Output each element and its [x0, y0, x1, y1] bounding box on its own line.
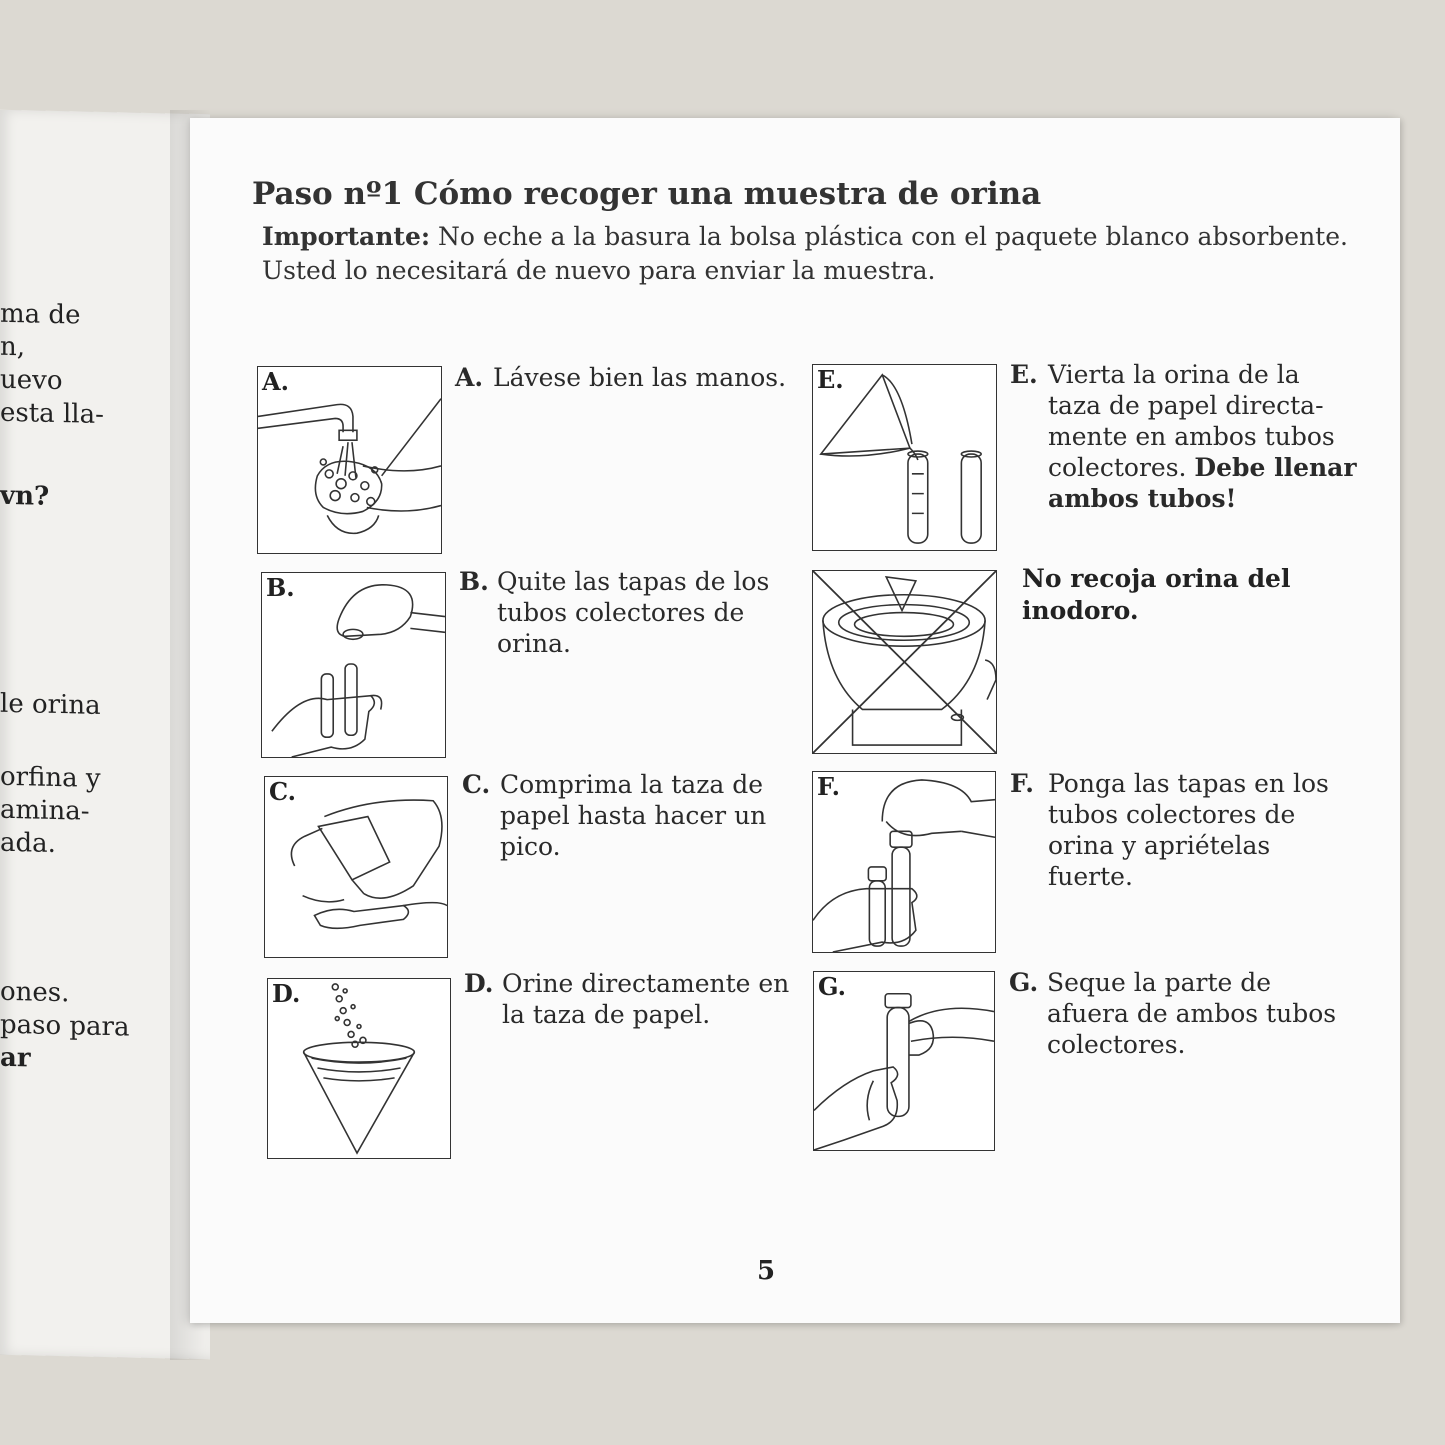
- panel-letter-e: E.: [816, 366, 847, 394]
- step-f-line-2: tubos colectores de: [1048, 800, 1296, 829]
- panel-f: [812, 771, 996, 953]
- step-d-line-1: Orine directamente en: [502, 969, 790, 998]
- step-letter-f: F.: [1010, 769, 1034, 798]
- step-a: [455, 362, 786, 393]
- step-text-f: [1010, 768, 1329, 892]
- step-f-line-1: Ponga las tapas en los: [1048, 769, 1329, 798]
- step-text-e: [1010, 359, 1357, 514]
- panel-letter-c: C.: [268, 778, 299, 806]
- panel-e: [812, 364, 997, 551]
- panel-no-toilet: [812, 570, 997, 754]
- left-page-line: le orina: [0, 688, 101, 721]
- left-page-line: ar: [0, 1042, 31, 1074]
- step-letter-b: B.: [459, 567, 489, 596]
- intro-text-1: No eche a la basura la bolsa plástica con el paquete blanco absorbente.: [438, 222, 1348, 251]
- step-f: [1010, 768, 1329, 892]
- step-b-line-2: tubos colectores de: [497, 598, 745, 627]
- left-page-line: uevo: [0, 364, 63, 397]
- step-b-line-1: Quite las tapas de los: [497, 567, 770, 596]
- page-number: 5: [757, 1256, 776, 1286]
- warning-line-1: No recoja orina del: [1022, 564, 1291, 593]
- step-g-line-2: afuera de ambos tubos: [1047, 999, 1337, 1028]
- intro-label: Importante:: [262, 222, 431, 251]
- step-text-b: [459, 566, 769, 659]
- step-letter-a: A.: [455, 363, 484, 392]
- page-title: Paso nº1 Cómo recoger una muestra de orina: [252, 176, 1042, 212]
- step-letter-e: E.: [1010, 360, 1038, 389]
- panel-letter-g: G.: [817, 973, 849, 1001]
- step-b: [459, 566, 769, 659]
- panel-b: [261, 572, 446, 758]
- step-e: [1010, 359, 1357, 514]
- step-letter-d: D.: [464, 969, 494, 998]
- step-letter-c: C.: [462, 770, 491, 799]
- step-text-a: [455, 362, 786, 393]
- step-e-line-3: mente en ambos tubos: [1048, 422, 1335, 451]
- step-f-line-4: fuerte.: [1048, 862, 1133, 891]
- step-c-line-1: Comprima la taza de: [500, 770, 764, 799]
- panel-letter-f: F.: [816, 773, 843, 801]
- step-e-line-4: [1048, 452, 1357, 483]
- step-d: [464, 968, 789, 1030]
- warning-no-toilet: [1022, 563, 1290, 627]
- step-e-line-5: ambos tubos!: [1048, 484, 1237, 513]
- step-e-line-4-plain: colectores.: [1048, 453, 1195, 482]
- step-text-g: [1009, 967, 1336, 1060]
- left-page-line: amina-: [0, 794, 90, 827]
- step-g-line-1: Seque la parte de: [1047, 968, 1272, 997]
- intro-line-2: Usted lo necesitará de nuevo para enviar la muestra.: [262, 256, 936, 285]
- panel-letter-d: D.: [271, 980, 303, 1008]
- step-f-line-3: orina y apriételas: [1048, 831, 1271, 860]
- panel-d: [267, 978, 451, 1159]
- left-page-line: n,: [0, 331, 26, 363]
- step-c-line-2: papel hasta hacer un: [500, 801, 767, 830]
- step-letter-g: G.: [1009, 968, 1039, 997]
- warning-line-2: inodoro.: [1022, 596, 1139, 625]
- left-page-line: ada.: [0, 827, 56, 859]
- step-c-line-3: pico.: [500, 832, 561, 861]
- panel-g: [813, 971, 995, 1151]
- step-text-d: [464, 968, 789, 1030]
- step-c: [462, 769, 766, 862]
- step-g: [1009, 967, 1336, 1060]
- step-a-line-1: Lávese bien las manos.: [493, 363, 787, 392]
- left-page-line: orfina y: [0, 761, 101, 794]
- panel-c: [264, 776, 448, 958]
- left-page-line: esta lla-: [0, 397, 104, 430]
- left-page-line: ma de: [0, 298, 81, 331]
- step-b-line-3: orina.: [497, 629, 571, 658]
- left-page-line: vn?: [0, 480, 50, 512]
- step-e-line-4-bold: Debe llenar: [1194, 453, 1357, 482]
- instruction-page: [190, 118, 1400, 1323]
- left-page-line: paso para: [0, 1009, 130, 1043]
- step-d-line-2: la taza de papel.: [502, 1000, 711, 1029]
- intro-line-1: [262, 222, 1348, 251]
- crossed-toilet-icon: [813, 571, 996, 753]
- left-page-line: ones.: [0, 976, 70, 1009]
- step-e-line-1: Vierta la orina de la: [1048, 360, 1300, 389]
- step-g-line-3: colectores.: [1047, 1030, 1186, 1059]
- panel-letter-b: B.: [265, 574, 298, 602]
- panel-letter-a: A.: [261, 368, 292, 396]
- panel-a: [257, 366, 442, 554]
- step-text-c: [462, 769, 766, 862]
- step-e-line-2: taza de papel directa-: [1048, 391, 1324, 420]
